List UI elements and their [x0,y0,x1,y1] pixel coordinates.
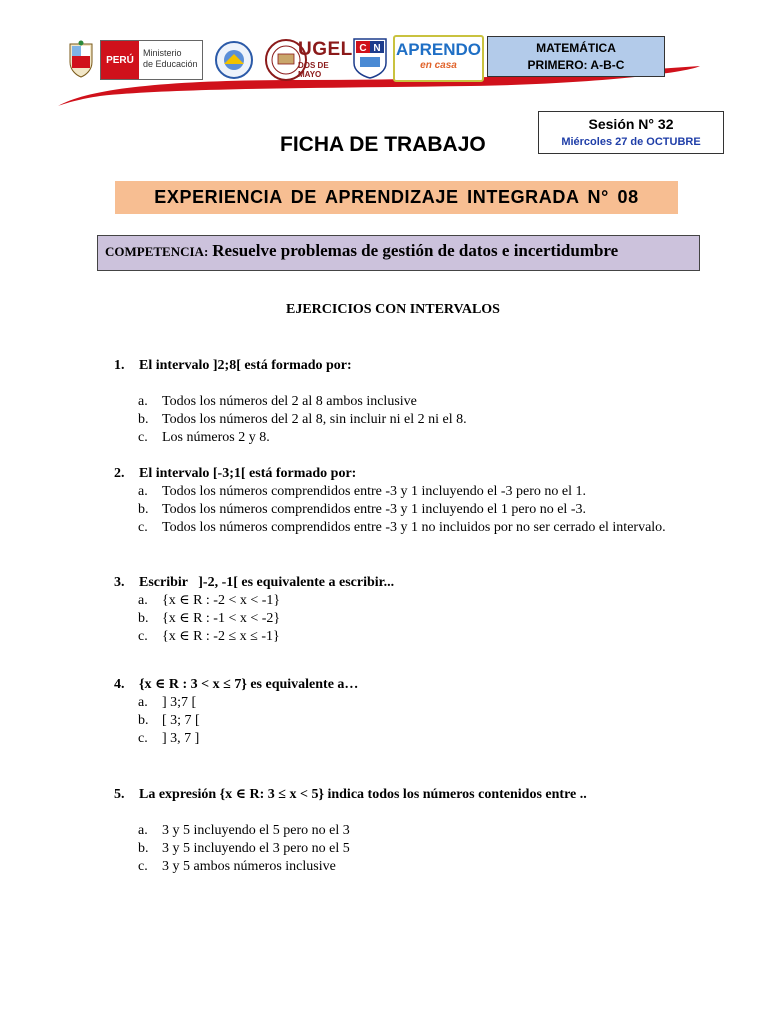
option-item [114,694,696,712]
exercises-heading: EJERCICIOS CON INTERVALOS [286,302,500,317]
option-item [114,822,696,840]
option-text: {x ∈ R : -1 < x < -2} [162,611,281,626]
option-letter: c. [138,629,148,644]
question-text: {x ∈ R : 3 < x ≤ 7} es equivalente a… [139,677,359,692]
option-text: ] 3, 7 ] [162,731,200,746]
option-letter: a. [138,394,148,409]
session-date: Miércoles 27 de OCTUBRE [561,136,701,148]
option-letter: c. [138,731,148,746]
option-text: 3 y 5 ambos números inclusive [162,859,336,874]
question-4 [114,676,696,748]
option-item [114,730,696,748]
question-prompt [114,574,696,592]
page-header [0,0,768,110]
option-text: Todos los números comprendidos entre -3 y 1 no incluidos por no ser cerrado el intervalo. [162,520,666,535]
option-item [114,519,696,537]
aprendo-text: APRENDO [395,40,481,59]
option-item [114,501,696,519]
option-list [114,592,696,646]
option-letter: b. [138,841,149,856]
ugel-text: UGEL [298,39,353,60]
question-prompt [114,786,696,804]
option-text: 3 y 5 incluyendo el 5 pero no el 3 [162,823,350,838]
question-prompt [114,465,696,483]
option-letter: c. [138,859,148,874]
option-text: Todos los números del 2 al 8, sin incluir ni el 2 ni el 8. [162,412,467,427]
option-text: 3 y 5 incluyendo el 3 pero no el 5 [162,841,350,856]
option-item [114,393,696,411]
option-item [114,712,696,730]
page-title: FICHA DE TRABAJO [280,133,486,156]
option-item [114,628,696,646]
question-prompt [114,676,696,694]
question-text: El intervalo [-3;1[ está formado por: [139,466,357,481]
option-text: Los números 2 y 8. [162,430,270,445]
ministerio-line2: de Educación [143,59,198,69]
question-5 [114,786,696,876]
option-text: {x ∈ R : -2 < x < -1} [162,593,281,608]
subject-name: MATEMÁTICA [536,41,616,55]
option-item [114,610,696,628]
aprendo-en-casa-logo [393,35,484,82]
question-text: El intervalo ]2;8[ está formado por: [139,358,352,373]
option-letter: a. [138,695,148,710]
option-item [114,429,696,447]
option-item [114,858,696,876]
option-letter: a. [138,593,148,608]
peru-label: PERÚ [101,41,139,79]
session-box [538,111,724,154]
ministerio-educacion-logo [100,40,203,80]
option-item [114,411,696,429]
question-prompt [114,357,696,375]
option-text: {x ∈ R : -2 ≤ x ≤ -1} [162,629,280,644]
option-letter: a. [138,823,148,838]
option-item [114,483,696,501]
option-letter: b. [138,412,149,427]
svg-text:C: C [359,43,367,54]
question-number: 1. [114,358,125,373]
svg-text:N: N [373,43,381,54]
question-number: 4. [114,677,125,692]
option-letter: a. [138,484,148,499]
option-list [114,393,696,447]
question-text: La expresión {x ∈ R: 3 ≤ x < 5} indica todos los números contenidos entre .. [139,787,587,802]
option-text: Todos los números del 2 al 8 ambos inclusive [162,394,417,409]
question-number: 3. [114,575,125,590]
en-casa-text: en casa [420,60,457,71]
option-text: Todos los números comprendidos entre -3 y 1 incluyendo el 1 pero no el -3. [162,502,586,517]
question-2 [114,465,696,537]
option-letter: b. [138,713,149,728]
ministerio-line1: Ministerio [143,48,182,58]
subject-grade: PRIMERO: A-B-C [527,58,625,72]
peru-coat-of-arms-icon [66,40,96,78]
ugel-logo [298,39,353,79]
option-letter: b. [138,611,149,626]
option-text: Todos los números comprendidos entre -3 y 1 incluyendo el -3 pero no el 1. [162,484,586,499]
option-letter: c. [138,430,148,445]
option-list [114,822,696,876]
option-letter: b. [138,502,149,517]
option-item [114,840,696,858]
question-1 [114,357,696,447]
cn-shield-icon [352,37,388,79]
competence-label: COMPETENCIA: [105,244,209,259]
session-number: Sesión N° 32 [588,116,674,132]
school-emblem-icon [212,40,256,80]
option-list [114,694,696,748]
option-letter: c. [138,520,148,535]
option-text: [ 3; 7 [ [162,713,200,728]
subject-box [487,36,665,77]
question-3 [114,574,696,646]
option-list [114,483,696,537]
competence-text: Resuelve problemas de gestión de datos e incertidumbre [212,241,619,260]
question-number: 5. [114,787,125,802]
ugel-subtext: DOS DE MAYO [298,61,329,79]
option-text: ] 3;7 [ [162,695,197,710]
question-text: Escribir ]-2, -1[ es equivalente a escribir... [139,575,395,590]
question-number: 2. [114,466,125,481]
option-item [114,592,696,610]
experience-banner: EXPERIENCIA DE APRENDIZAJE INTEGRADA N° 08 [115,181,678,214]
competence-box [97,235,700,271]
